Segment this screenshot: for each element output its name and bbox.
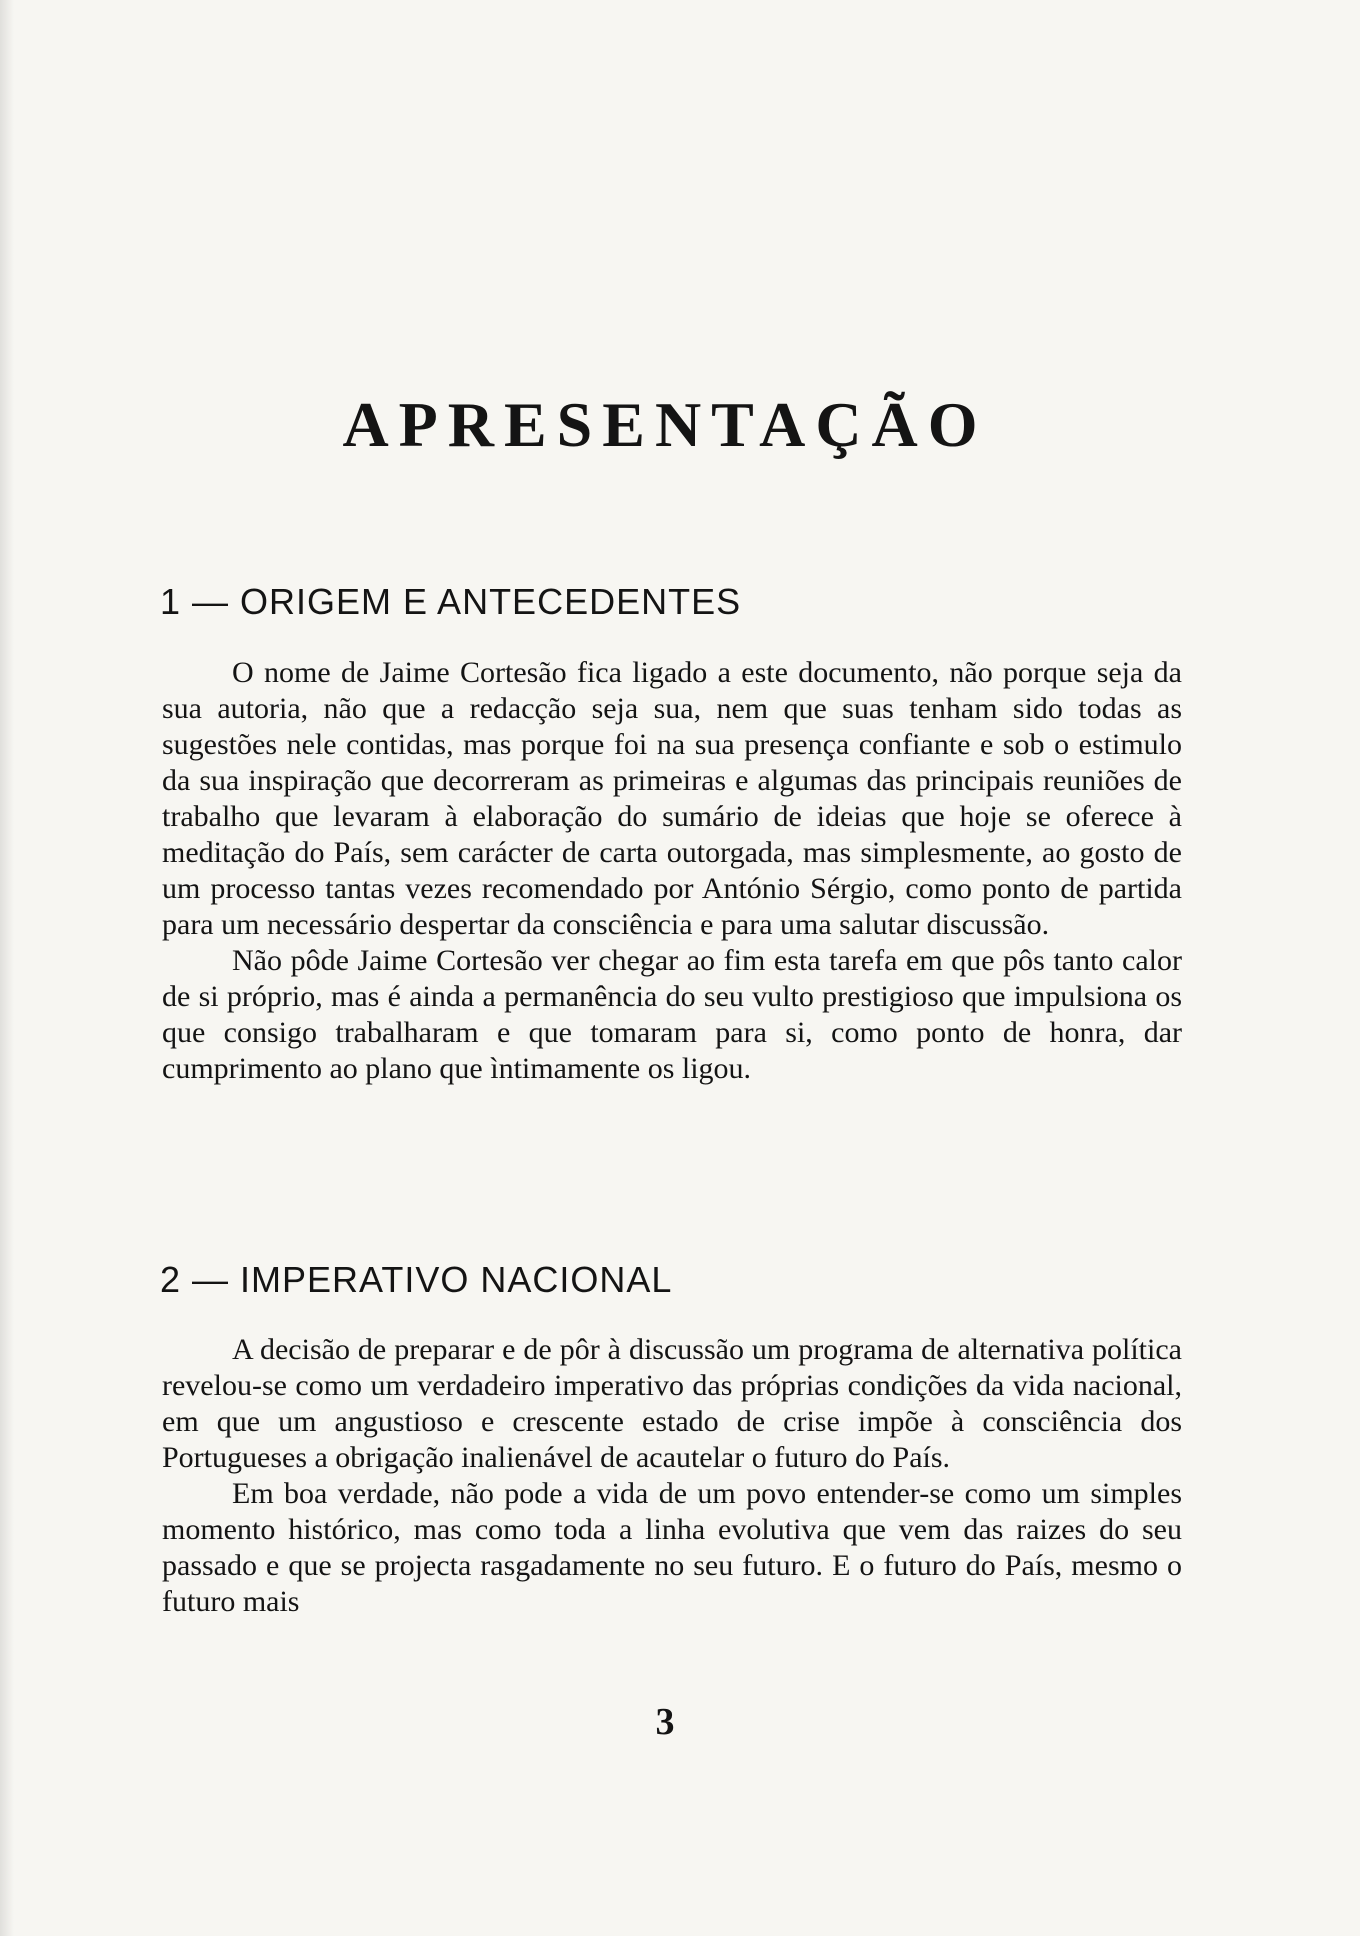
section-heading-imperativo: 2 — IMPERATIVO NACIONAL xyxy=(160,1259,673,1300)
paragraph: A decisão de preparar e de pôr à discussão um programa de alternativa política revelou-se como um verdadeiro imperativo das próprias condições da vida nacional, em que um angustioso e crescente estado de crise impõe à consciência dos Portugueses a obrigação inalienável de acautelar o futuro do País. xyxy=(162,1333,1182,1474)
page-number: 3 xyxy=(655,1701,675,1743)
paragraph: O nome de Jaime Cortesão fica ligado a este documento, não porque seja da sua autoria, não que a redacção seja sua, nem que suas tenham sido todas as sugestões nele contidas, mas porque foi na sua presença confiante e sob o estimulo da sua inspiração que decorreram as primeiras e algumas das principais reuniões de trabalho que levaram à elaboração do sumário de ideias que hoje se oferece à meditação do País, sem carácter de carta outorgada, mas simplesmente, ao gosto de um processo tantas vezes recomendado por António Sérgio, como ponto de partida para um necessário despertar da consciência e para uma salutar discussão. xyxy=(162,656,1182,941)
section-heading-origem: 1 — ORIGEM E ANTECEDENTES xyxy=(160,581,742,622)
section-body-origem xyxy=(162,655,1182,1087)
section-body-imperativo xyxy=(162,1332,1182,1620)
paragraph: Não pôde Jaime Cortesão ver chegar ao fim esta tarefa em que pôs tanto calor de si próprio, mas é ainda a permanência do seu vulto prestigioso que impulsiona os que consigo trabalharam e que tomaram para si, como ponto de honra, dar cumprimento ao plano que ìntimamente os ligou. xyxy=(162,944,1182,1085)
scan-edge-shadow xyxy=(0,0,14,1936)
paragraph: Em boa verdade, não pode a vida de um povo entender-se como um simples momento histórico, mas como toda a linha evolutiva que vem das raizes do seu passado e que se projecta rasgadamente no seu futuro. E o futuro do País, mesmo o futuro mais xyxy=(162,1477,1182,1618)
page-title: APRESENTAÇÃO xyxy=(342,389,988,460)
